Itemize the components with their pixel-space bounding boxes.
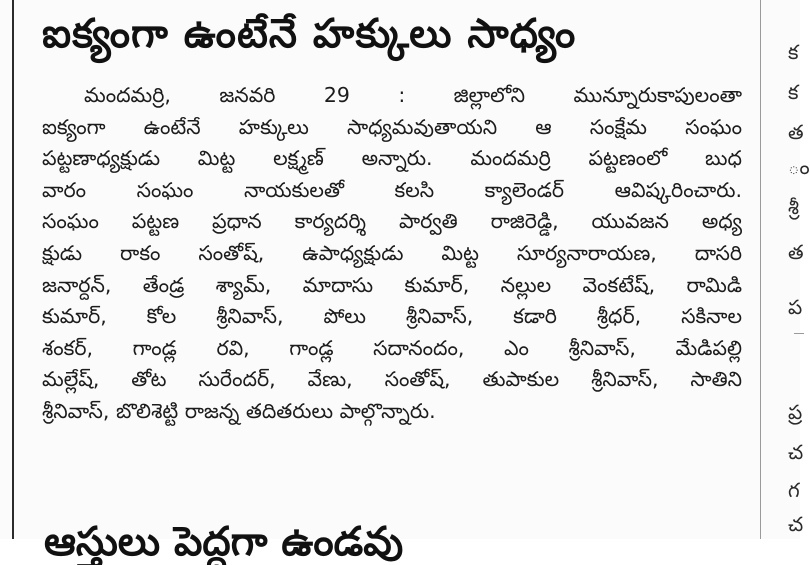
body-line: కుమార్, కోల శ్రీనివాస్, పోలు శ్రీనివాస్, కడారి శ్రీధర్, సకినాల (42, 304, 742, 329)
body-line: ఐక్యంగా ఉంటేనే హక్కులు సాధ్యమవుతాయని ఆ సంక్షేమ సంఘం (42, 114, 742, 139)
body-line: మల్లేష్, తోట సురేందర్, వేణు, సంతోష్, తుపాకుల శ్రీనివాస్, సాతిని (42, 367, 742, 392)
fragment: ప్ర (788, 400, 803, 424)
body-line: శంకర్, గాండ్ల రవి, గాండ్ల సదానందం, ఎం శ్రీనివాస్, మేడిపల్లి (42, 335, 742, 360)
adjacent-column (766, 0, 810, 539)
fragment: గ (788, 478, 800, 502)
article-headline: ఐక్యంగా ఉంటేనే హక్కులు సాధ్యం (42, 11, 577, 57)
news-article (24, 0, 748, 565)
fragment: త (788, 240, 804, 264)
next-article-headline (44, 519, 524, 565)
body-line: పట్టణాధ్యక్షుడు మిట్ట లక్ష్మణ్ అన్నారు. మందమర్రి పట్టణంలో బుధ (42, 146, 742, 171)
fragment-rule (794, 333, 804, 334)
fragment: చ (788, 512, 804, 536)
body-line: వారం సంఘం నాయకులతో కలసి క్యాలెండర్ ఆవిష్కరించారు. (42, 177, 742, 202)
fragment: చ (788, 440, 804, 464)
fragment: శ్రీ (788, 195, 799, 219)
next-headline-text: ఆస్తులు పెద్దగా ఉండవు (44, 519, 404, 565)
fragment: ం (788, 155, 810, 179)
body-line: క్షుడు రాకం సంతోష్, ఉపాధ్యక్షుడు మిట్ట సూర్యనారాయణ, దాసరి (42, 240, 742, 265)
fragment: త (788, 120, 804, 144)
body-line: శ్రీనివాస్, బొలిశెట్టి రాజన్న తదితరులు పాల్గొన్నారు. (42, 398, 436, 423)
body-line: సంఘం పట్టణ ప్రధాన కార్యదర్శి పార్వతి రాజిరెడ్డి, యువజన అధ్య (42, 209, 742, 234)
body-line: జనార్దన్, తేండ్ర శ్యామ్, మాదాసు కుమార్, నల్లుల వెంకటేష్, రామిడి (42, 272, 742, 297)
fragment: ప (788, 295, 803, 319)
column-divider (760, 0, 761, 539)
body-line: మందమర్రి, జనవరి 29 : జిల్లాలోని మున్నూరుకాపులంతా (84, 83, 742, 107)
article-body (42, 80, 742, 428)
fragment: క (788, 40, 799, 64)
left-column-rule (12, 0, 14, 539)
fragment: క (788, 80, 799, 104)
